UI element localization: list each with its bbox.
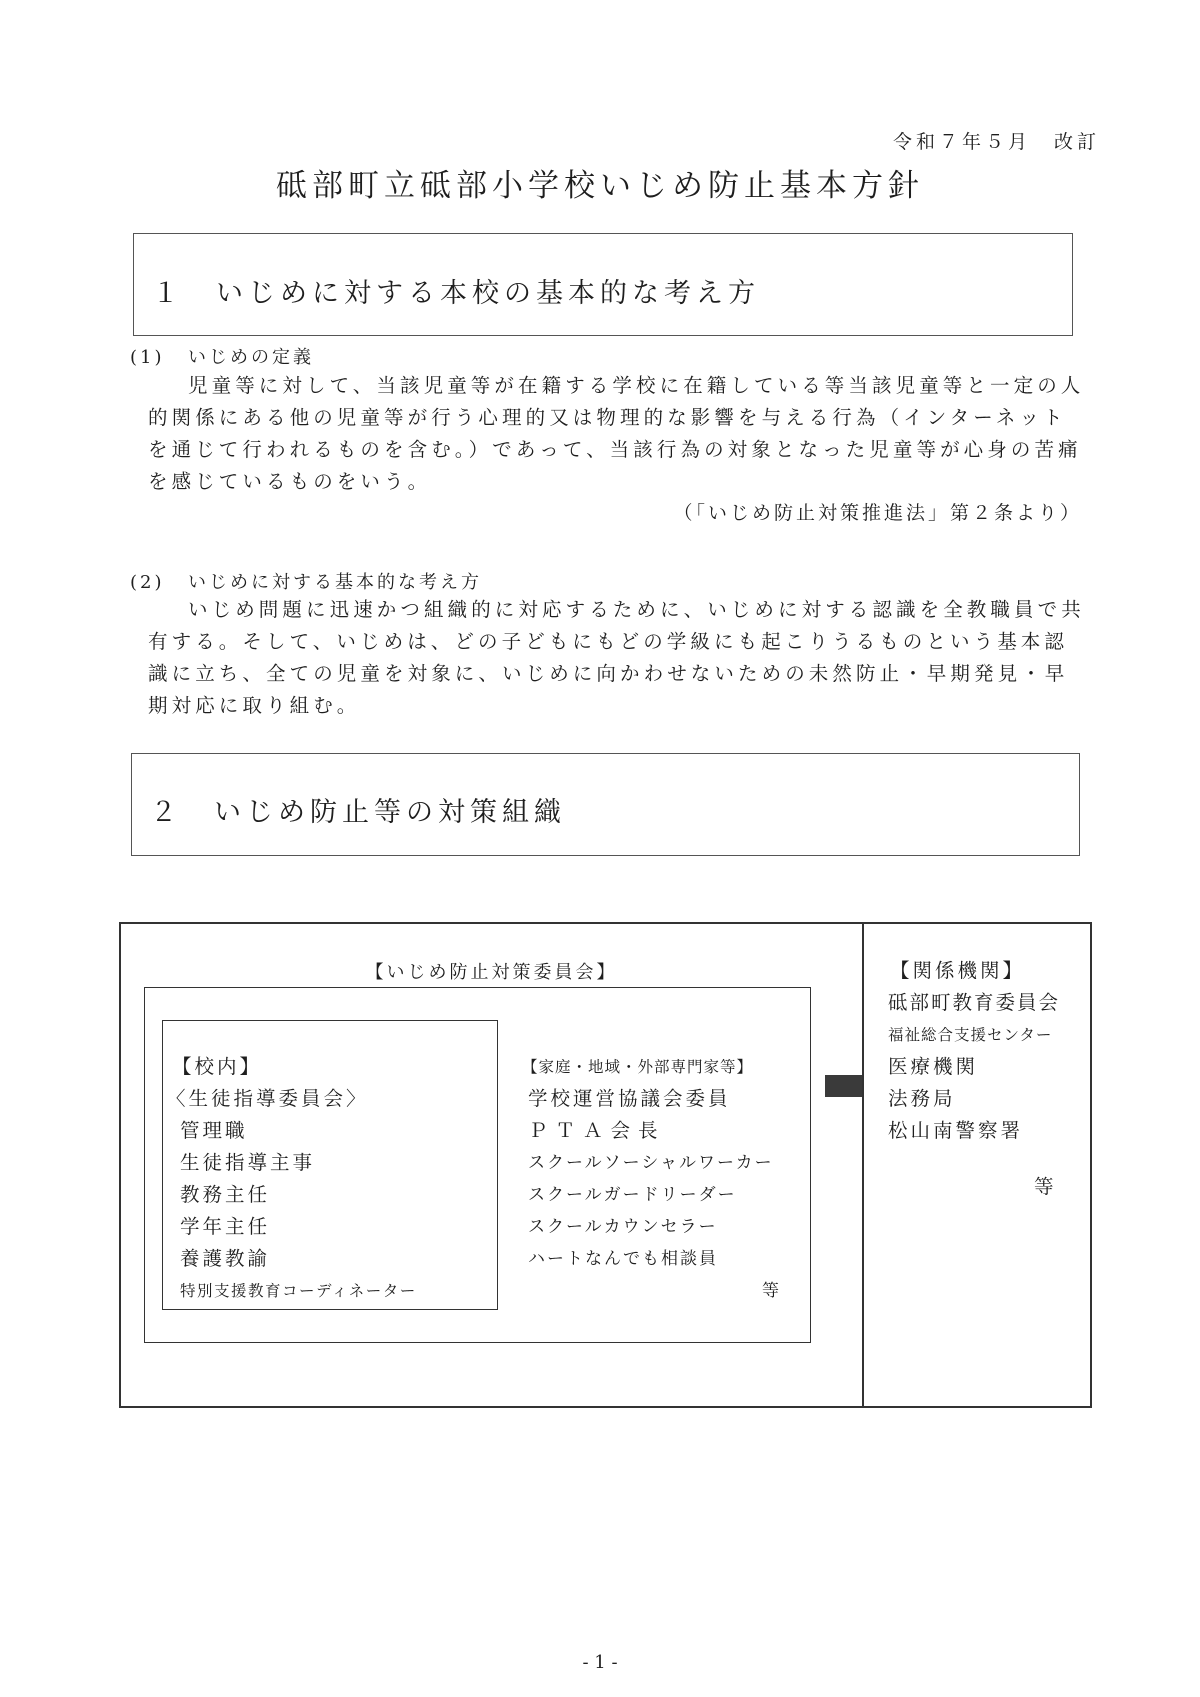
section1-heading: １ いじめに対する本校の基本的な考え方: [152, 278, 760, 309]
external-members-list: [522, 1051, 781, 1307]
subsection2-heading: [130, 568, 482, 594]
basic-policy-paragraph: いじめ問題に迅速かつ組織的に対応するために、いじめに対する認識を全教職員で共有する。そして、いじめは、どの子どもにもどの学級にも起こりうるものという基本認識に立ち、全ての児童を対象に、いじめに向かわせないための未然防止・早期発見・早期対応に取り組む。: [148, 598, 1085, 717]
committee-title: 【いじめ防止対策委員会】: [365, 962, 618, 983]
related-agency: 砥部町教育委員会: [888, 991, 1061, 1014]
connector-bar: [825, 1075, 864, 1097]
school-member: 教務主任: [180, 1183, 271, 1206]
external-member: スクールガードリーダー: [528, 1185, 737, 1205]
section2-heading: ２ いじめ防止等の対策組織: [150, 797, 566, 828]
school-header: 【校内】: [172, 1055, 263, 1078]
page-number: - 1 -: [582, 1652, 618, 1673]
related-header: 【関係機関】: [890, 959, 1026, 982]
related-agencies-list: [888, 955, 1060, 1203]
related-agency: 医療機関: [888, 1055, 979, 1078]
subsection1-title: いじめの定義: [188, 347, 314, 368]
external-member: 学校運営協議会委員: [528, 1087, 731, 1110]
related-etc: 等: [1034, 1175, 1057, 1198]
external-etc: 等: [762, 1281, 781, 1301]
section2-heading-box: [131, 753, 1080, 856]
external-member: ハートなんでも相談員: [528, 1249, 718, 1269]
page-title: 砥部町立砥部小学校いじめ防止基本方針: [276, 168, 924, 204]
related-agency: 法務局: [888, 1087, 956, 1110]
subsection2-title: いじめに対する基本的な考え方: [188, 572, 482, 593]
school-member: 管理職: [180, 1119, 248, 1142]
student-guidance-committee: 〈生徒指導委員会〉: [166, 1087, 369, 1110]
section1-heading-box: [133, 233, 1073, 336]
subsection2-number: (2): [130, 572, 165, 593]
definition-paragraph: 児童等に対して、当該児童等が在籍する学校に在籍している等当該児童等と一定の人的関係にある他の児童等が行う心理的又は物理的な影響を与える行為（インターネットを通じて行われるものを含む。）であって、当該行為の対象となった児童等が心身の苦痛を感じているものをいう。: [148, 374, 1085, 493]
related-agency: 松山南警察署: [888, 1119, 1024, 1142]
school-member: 生徒指導主事: [180, 1151, 316, 1174]
school-member: 養護教諭: [180, 1247, 271, 1270]
external-member: スクールソーシャルワーカー: [528, 1153, 774, 1173]
school-member: 学年主任: [180, 1215, 271, 1238]
external-member: スクールカウンセラー: [528, 1217, 718, 1237]
subsection1-number: (1): [130, 347, 165, 368]
law-citation: （「いじめ防止対策推進法」第２条より）: [673, 502, 1082, 524]
external-member: ＰＴＡ会長: [528, 1119, 666, 1142]
revision-date: 令和７年５月 改訂: [892, 131, 1100, 153]
school-member: 特別支援教育コーディネーター: [180, 1282, 417, 1300]
external-header: 【家庭・地域・外部専門家等】: [522, 1058, 754, 1076]
school-members-list: [166, 1051, 417, 1307]
related-agency: 福祉総合支援センター: [888, 1026, 1053, 1044]
subsection1-heading: [130, 343, 314, 369]
